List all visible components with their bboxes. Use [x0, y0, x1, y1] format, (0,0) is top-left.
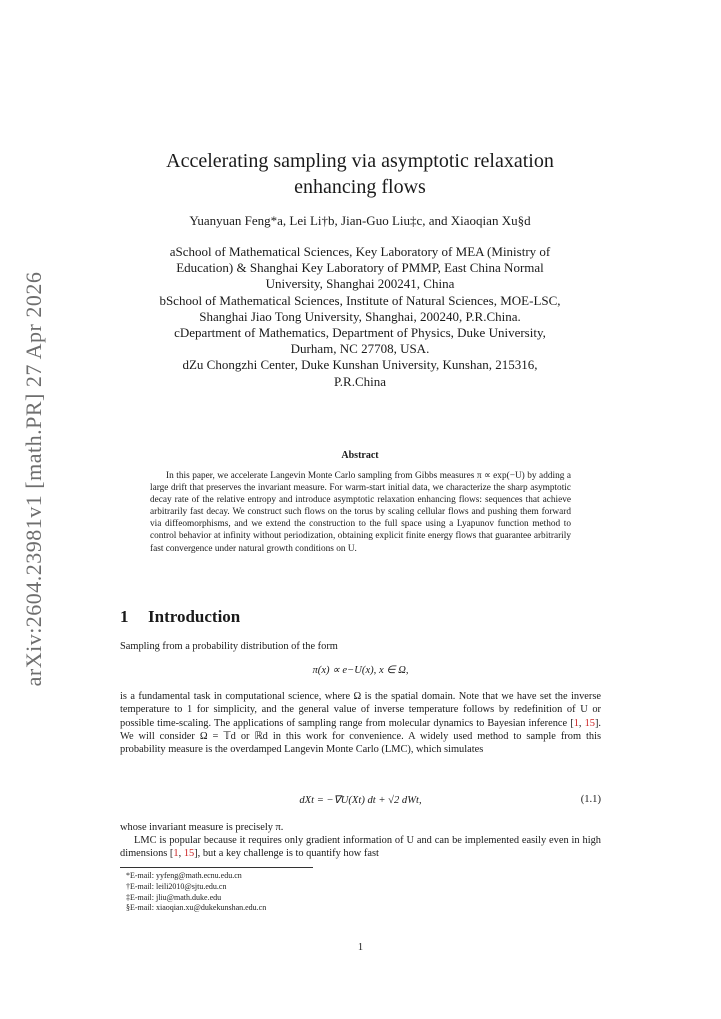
citation-link[interactable]: 1: [573, 717, 579, 729]
abstract-text: In this paper, we accelerate Langevin Monte Carlo sampling from Gibbs measures π ∝ exp(−U) by adding a large drift that preserves the invariant measure. For warm-start initial data, we characterize the sharp asymptotic decay rate of the relative entropy and introduce asymptotic relaxation enhancing flows: sequences that achieve arbitrarily fast decay. We construct such flows on the torus by scaling cellular flows and pushing them forward via diffeomorphisms, and we extend the construction to the full space using a Lyapunov function method to control behavior at infinity without periodization, obtaining explicit finite energy flows that guarantee arbitrarily fast convergence under natural growth conditions on U.: [150, 471, 571, 554]
paragraph-text: is a fundamental task in computational science, where Ω is the spatial domain. Note that we have set the inverse temperature to 1 for simplicity, and the general value of inverse temperature follows by redefinition of U or possible time-scaling. The applications of sampling range from molecular dynamics to Bayesian inference [: [120, 691, 601, 729]
equation-number: (1.1): [580, 794, 601, 805]
affiliation-line: cDepartment of Mathematics, Department of Physics, Duke University,: [174, 325, 546, 341]
intro-paragraph-3: whose invariant measure is precisely π.: [120, 822, 284, 833]
title-line-1: Accelerating sampling via asymptotic relaxation: [166, 150, 554, 172]
affiliation-line: bSchool of Mathematical Sciences, Institute of Natural Sciences, MOE-LSC,: [159, 292, 561, 308]
paragraph-text: LMC is popular because it requires only gradient information of U and can be implemented easily even in high dimensions [: [120, 835, 601, 860]
affiliation-line: Shanghai Jiao Tong University, Shanghai, 200240, P.R.China.: [199, 308, 521, 324]
author-list: Yuanyuan Feng*a, Lei Li†b, Jian-Guo Liu‡c, and Xiaoqian Xu§d: [189, 213, 531, 228]
intro-paragraph-4: LMC is popular because it requires only gradient information of U and can be implemented easily even in high dimensions [1, 15], but a key challenge is to quantify how fast: [120, 835, 601, 860]
paragraph-text: ], but a key challenge is to quantify how fast: [194, 848, 379, 860]
affiliation-line: dZu Chongzhi Center, Duke Kunshan University, Kunshan, 215316,: [182, 357, 538, 373]
equation-body: π(x) ∝ e−U(x), x ∈ Ω,: [312, 665, 409, 676]
intro-paragraph-1: Sampling from a probability distribution of the form: [120, 641, 338, 652]
page-number: 1: [357, 942, 364, 953]
paper-title: [120, 148, 600, 200]
citation-link[interactable]: 15: [183, 848, 195, 860]
affiliation-line: Education) & Shanghai Key Laboratory of PMMP, East China Normal: [176, 260, 544, 276]
footnote-email: §E-mail: xiaoqian.xu@dukekunshan.edu.cn: [126, 903, 267, 913]
equation-body: dXt = −∇U(Xt) dt + √2 dWt,: [299, 795, 422, 806]
affiliation-line: aSchool of Mathematical Sciences, Key Laboratory of MEA (Ministry of: [169, 244, 551, 259]
arxiv-identifier-stamp: arXiv:2604.23981v1 [math.PR] 27 Apr 2026: [21, 271, 46, 687]
affiliation-line: P.R.China: [333, 373, 386, 389]
section-title: Introduction: [148, 607, 241, 626]
intro-paragraph-2: is a fundamental task in computational science, where Ω is the spatial domain. Note that we have set the inverse temperature to 1 for simplicity, and the general value of inverse temperature follows by redefinition of U or possible time-scaling. The applications of sampling range from molecular dynamics to Bayesian inference [1, 15]. We will consider Ω = 𝕋d or ℝd in this work for convenience. A widely used method to sample from this probability measure is the overdamped Langevin Monte Carlo (LMC), which simulates: [120, 691, 602, 756]
abstract-heading: Abstract: [341, 450, 379, 461]
section-heading: [120, 607, 240, 627]
citation-link[interactable]: 1: [173, 848, 179, 860]
footnote-email: *E-mail: yyfeng@math.ecnu.edu.cn: [126, 871, 242, 880]
affiliation-line: Durham, NC 27708, USA.: [290, 341, 430, 357]
affiliations: [120, 244, 600, 390]
section-number: 1: [120, 607, 129, 626]
footnotes: [126, 871, 266, 914]
footnote-divider: [120, 867, 313, 868]
footnote-email: †E-mail: leili2010@sjtu.edu.cn: [126, 881, 227, 891]
paragraph-text: ]. We will consider Ω = 𝕋d or ℝd in this work for convenience. A widely used method to sample from this probability measure is the overdamped Langevin Monte Carlo (LMC), which simulates: [120, 717, 602, 756]
footnote-email: ‡E-mail: jliu@math.duke.edu: [126, 892, 222, 902]
affiliation-line: University, Shanghai 200241, China: [265, 276, 455, 292]
title-line-2: enhancing flows: [294, 176, 426, 198]
citation-link[interactable]: 15: [584, 717, 595, 729]
